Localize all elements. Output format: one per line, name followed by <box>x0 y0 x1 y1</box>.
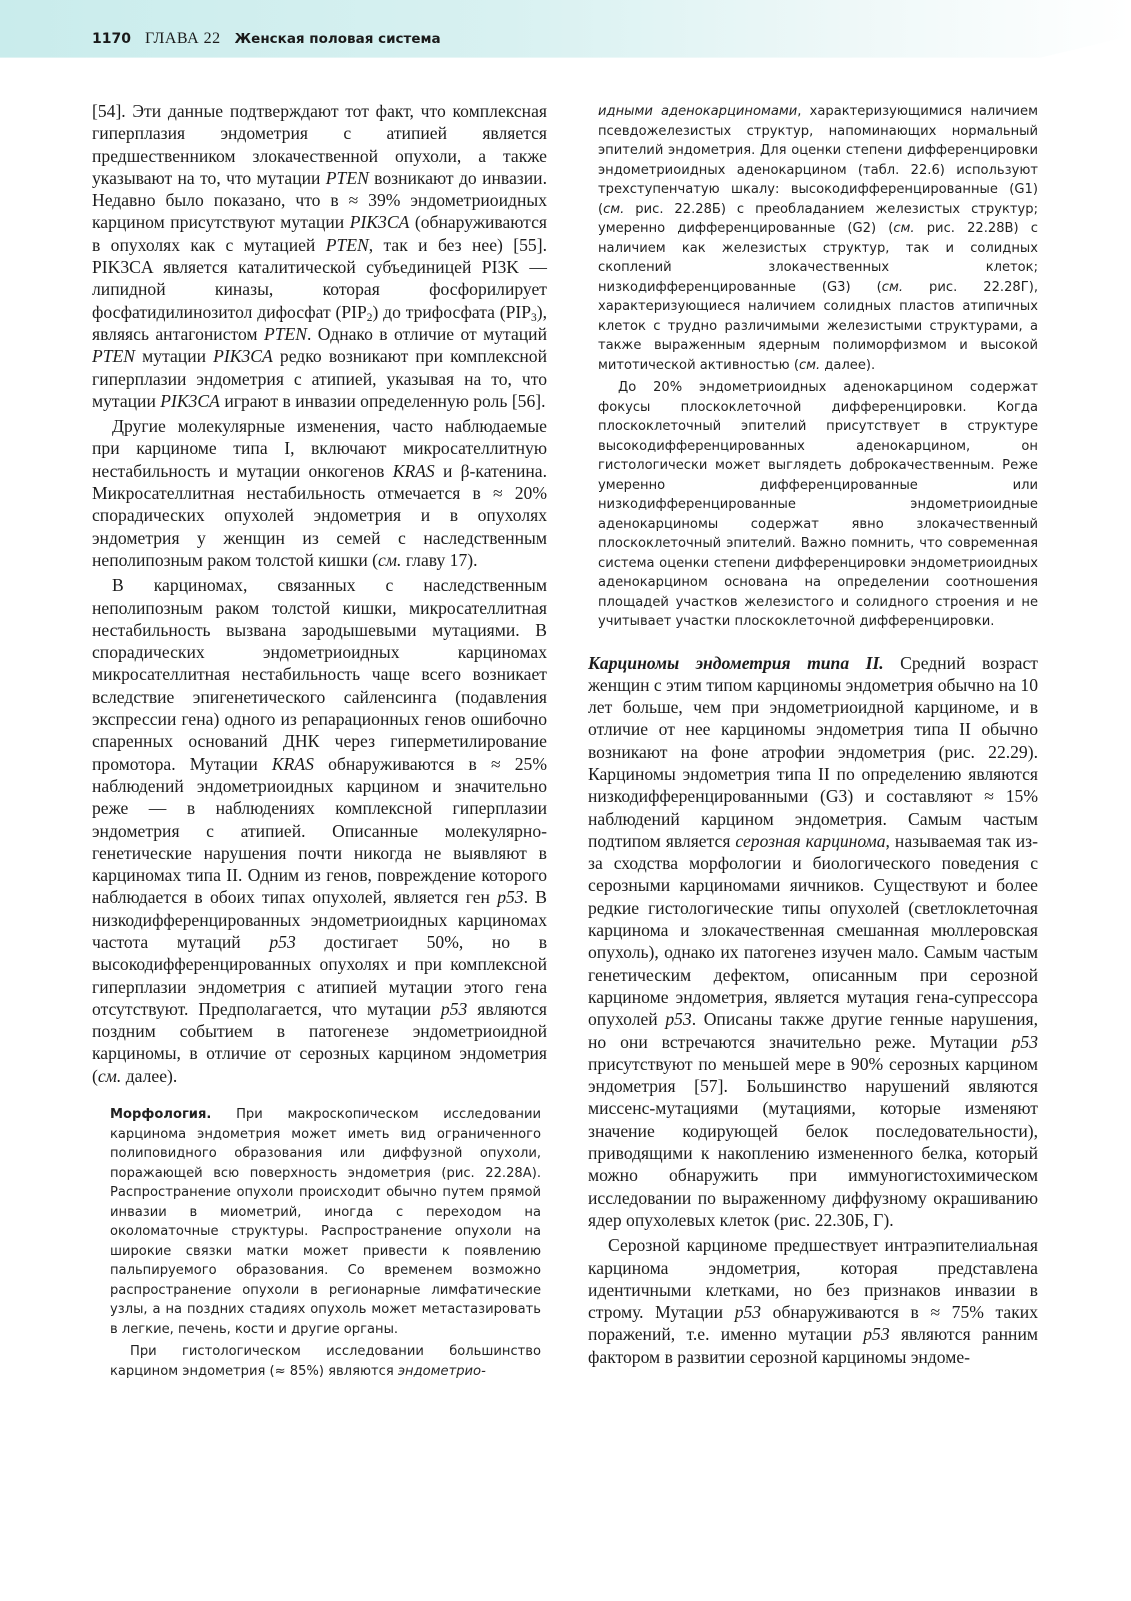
paragraph-molecular-changes: Другие молекулярные изменения, часто наблюдаемые при карциноме типа I, включают микросателлитную нестабильность и мутации онкогенов KRAS и β-катенина. Микросателлитная нестабильность отмечается в ≈ 20% спорадических опухолей эндометрия и в опухолях эндометрия у женщин из семей с наследственным неполипозным раком толстой кишки (см. главу 17). <box>92 416 547 570</box>
paragraph-morphology: Морфология. При макроскопическом исследовании карцинома эндометрия может иметь вид ограниченного полиповидного образования или диффузной опухоли, поражающей всю поверхность эндометрия (рис. 22.28А). Распространение опухоли происходит обычно путем прямой инвазии в миометрий, иногда с переходом на околоматочные структуры. Распространение опухоли на широкие связки матки может привести к появлению пальпируемого образования. Со временем возможно распространение опухоли в регионарные лимфатические узлы, а на поздних стадиях опухоль может метастазировать в легкие, печень, кости и другие органы. <box>110 1107 541 1337</box>
paragraph-microsatellite: В карциномах, связанных с наследственным неполипозным раком толстой кишки, микросателлитная нестабильность вызвана зародышевыми мутациями. В спорадических эндометриоидных карциномах микросателлитная нестабильность чаще всего возникает вследствие эпигенетического сайленсинга (подавления экспрессии гена) одного из репарационных генов ошибочно спаренных оснований ДНК через гиперметилирование промотора. Мутации KRAS обнаруживаются в ≈ 25% наблюдений эндометриоидных карцином и значительно реже — в наблюдениях комплексной гиперплазии эндометрия с атипией. Описанные молекулярно-генетические нарушения почти никогда не выявляют в карциномах типа II. Одним из генов, повреждение которого наблюдается в обоих типах опухолей, является ген p53. В низкодифференцированных эндометриоидных карциномах частота мутаций p53 достигает 50%, но в высокодифференцированных опухолях и при комплексной гиперплазии эндометрия с атипией мутации этого гена отсутствуют. Предполагается, что мутации p53 являются поздним событием в патогенезе эндометриоидной карциномы, в отличие от серозных карцином эндометрия (см. далее). <box>92 575 548 1086</box>
paragraph-pten-pik3ca: [54]. Эти данные подтверждают тот факт, что комплексная гиперплазия эндометрия с атипией является предшественником злокачественной опухоли, а также указывают на то, что мутации PTEN возникают до инвазии. Недавно было показано, что в ≈ 39% эндометриоидных карцином присутствуют мутации PIK3CA (обнаруживаются в опухолях как с мутацией PTEN, так и без нее) [55]. PIK3CA является каталитической субъединицей PI3K — липидной киназы, которая фосфорилирует фосфатидилинозитол дифосфат $(PIP_2)$ до трифосфата $(PIP_3)$, являясь антагонистом PTEN. Однако в отличие от мутаций PTEN мутации PIK3CA редко возникают при комплексной гиперплазии эндометрия с атипией, указывая на то, что мутации PIK3CA играют в инвазии определенную роль [56]. <box>92 101 547 411</box>
paragraph-histology: При гистологическом исследовании большинство карцином эндометрия (≈ 85%) являются эндометрио- <box>110 1344 541 1379</box>
left-column <box>92 100 547 1381</box>
morphology-heading: Морфология. <box>110 1107 212 1123</box>
running-head <box>92 30 441 52</box>
paragraph-type-two: Карциномы эндометрия типа II. Средний возраст женщин с этим типом карциномы эндометрия обычно на 10 лет больше, чем при эндометриоидной карциноме, и в отличие от нее карциномы эндометрия типа II обычно возникают на фоне атрофии эндометрия (рис. 22.29). Карциномы эндометрия типа II по определению являются низкодифференцированными (G3) и составляют ≈ 15% наблюдений карцином эндометрия. Самым частым подтипом является серозная карцинома, называемая так из-за сходства морфологии и биологического поведения с серозными карциномами яичников. Существуют и более редкие гистологические типы опухолей (светлоклеточная карцинома и злокачественная смешанная мюллеровская опухоль), однако их патогенез изучен мало. Самым частым генетическим дефектом, описанным при серозной карциноме эндометрия, является мутация гена-супрессора опухолей p53. Описаны также другие генные нарушения, но они встречаются значительно реже. Мутации p53 присутствуют по меньшей мере в 90% серозных карцином эндометрия [57]. Большинство нарушений являются миссенс-мутациями (мутациями, которые изменяют значение кодирующей белок последовательности), приводящими к накоплению измененного белка, который можно обнаружить при иммуногистохимическом исследовании по выраженному диффузному окрашиванию ядер опухолевых клеток (рис. 22.30Б, Г). <box>588 652 1038 1230</box>
paragraph-squamous: До 20% эндометриоидных аденокарцином содержат фокусы плоскоклеточной дифференцировки. Когда плоскоклеточный эпителий присутствует в структуре высокодифференцированных аденокарцином, он гистологически может выглядеть доброкачественным. Реже умеренно дифференцированные или низкодифференцированные эндометриоидные аденокарциномы содержат явно злокачественный плоскоклеточный эпителий. Важно помнить, что современная система оценки степени дифференцировки эндометриоидных аденокарцином основана на определении соотношения площадей участков железистого и солидного строения и не учитывает участки плоскоклеточной дифференцировки. <box>598 380 1038 629</box>
chapter-title: Женская половая система <box>234 31 441 47</box>
page-number: 1170 <box>92 31 131 47</box>
right-column <box>588 102 1038 1368</box>
morphology-block <box>92 1105 547 1381</box>
type-two-heading: Карциномы эндометрия типа II. <box>588 652 884 673</box>
histology-block <box>588 102 1038 632</box>
paragraph-serous-precursor: Серозной карциноме предшествует интраэпителиальная карцинома эндометрия, которая представлена идентичными клетками, но без признаков инвазии в строму. Мутации p53 обнаруживаются в ≈ 75% таких поражений, т.е. именно мутации p53 являются ранним фактором в развитии серозной карциномы эндоме- <box>588 1235 1039 1367</box>
chapter-label: ГЛАВА 22 <box>144 30 221 47</box>
paragraph-grading: идными аденокарциномами, характеризующимися наличием псевдожелезистых структур, напоминающих нормальный эпителий эндометрия. Для оценки степени дифференцировки эндометриоидных аденокарцином (табл. 22.6) используют трехступенчатую шкалу: высокодифференцированные (G1) (см. рис. 22.28Б) с преобладанием железистых структур; умеренно дифференцированные (G2) (см. рис. 22.28В) с наличием как железистых структур, так и солидных скоплений злокачественных клеток; низкодифференцированные (G3) (см. рис. 22.28Г), характеризующиеся наличием солидных пластов атипичных клеток с трудно различимыми железистыми структурами, а также выраженным ядерным полиморфизмом и высокой митотической активностью (см. далее). <box>598 104 1038 373</box>
